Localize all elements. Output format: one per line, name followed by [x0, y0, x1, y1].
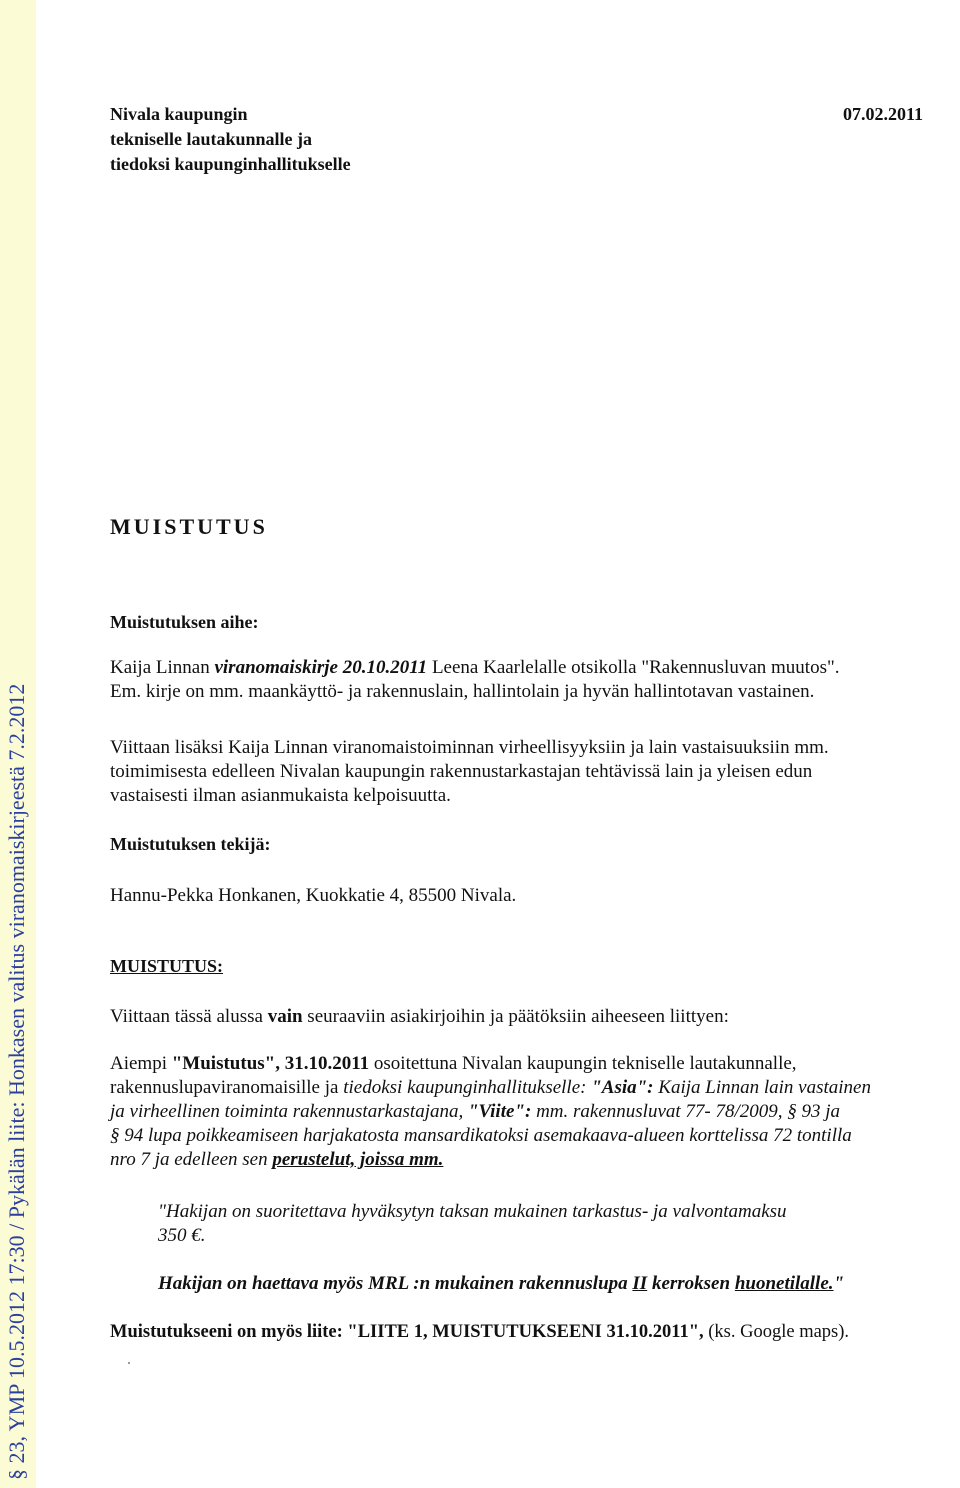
p3-c: mm. rakennusluvat 77- 78/2009, § 93 ja [531, 1101, 841, 1122]
quote-2-b: II [632, 1273, 648, 1294]
attachment-line [110, 1320, 849, 1344]
subject-line-1-pre: Kaija Linnan [110, 657, 215, 678]
attachment-post: (ks. Google maps). [703, 1322, 850, 1342]
reference-post: seuraaviin asiakirjoihin ja päätöksiin aiheeseen liittyen: [302, 1006, 729, 1027]
attachment-bold: Muistutukseeni on myös liite: "LIITE 1, MUISTUTUKSEENI 31.10.2011", [110, 1322, 704, 1342]
subject-para-line-3: vastaisesti ilman asianmukaista kelpoisuutta. [110, 785, 451, 806]
author-heading: Muistutuksen tekijä: [110, 834, 271, 854]
subject-line-1-em: viranomaiskirje 20.10.2011 [214, 657, 428, 678]
p1-a: Aiempi [110, 1053, 172, 1074]
p5-b: perustelut, joissa mm. [272, 1149, 444, 1170]
quote-2-d: huonetilalle. [734, 1273, 834, 1294]
subject-line-1-post: Leena Kaarlelalle otsikolla "Rakennusluvan muutos". [427, 657, 840, 678]
quote-2 [158, 1272, 844, 1296]
quote-2-a: Hakijan on haettava myös MRL :n mukainen rakennuslupa [158, 1273, 633, 1294]
subject-heading: Muistutuksen aihe: [110, 612, 259, 632]
quote-2-e: " [833, 1273, 845, 1294]
p1-c: osoitettuna Nivalan kaupungin tekniselle lautakunnalle, [369, 1053, 797, 1074]
recipient-line-1: Nivala kaupungin [110, 104, 248, 124]
subject-line-1 [110, 656, 839, 680]
paragraph-line-4: § 94 lupa poikkeamiseen harjakatosta mansardikatoksi asemakaava-alueen korttelissa 72 tontilla [110, 1125, 852, 1146]
document-title: MUISTUTUS [110, 514, 268, 539]
document-date: 07.02.2011 [843, 104, 924, 124]
recipient-line-3: tiedoksi kaupunginhallitukselle [110, 154, 351, 174]
p2-a: rakennuslupaviranomaisille ja [110, 1077, 344, 1098]
paragraph-line-2 [110, 1076, 871, 1100]
p1-b: "Muistutus", 31.10.2011 [171, 1053, 370, 1074]
paragraph-line-5 [110, 1148, 443, 1172]
reference-pre: Viittaan tässä alussa [110, 1006, 268, 1027]
paragraph-line-1 [110, 1052, 797, 1076]
p3-b: "Viite": [467, 1101, 532, 1122]
p5-a: nro 7 ja edelleen sen [110, 1149, 273, 1170]
recipient-line-2: tekniselle lautakunnalle ja [110, 129, 313, 149]
subject-para-line-2: toimimisesta edelleen Nivalan kaupungin rakennustarkastajan tehtävissä lain ja yleisen edun [110, 761, 813, 782]
quote-1-line-1: "Hakijan on suoritettava hyväksytyn taksan mukainen tarkastus- ja valvontamaksu [158, 1201, 787, 1222]
subject-para-line-1: Viittaan lisäksi Kaija Linnan viranomaistoiminnan virheellisyyksiin ja lain vastaisuuksiin mm. [110, 737, 829, 758]
margin-stamp: § 23, YMP 10.5.2012 17:30 / Pykälän liite: Honkasen valitus viranomaiskirjeestä 7.2.2012 [4, 683, 29, 1480]
subject-line-2: Em. kirje on mm. maankäyttö- ja rakennuslain, hallintolain ja hyvän hallintotavan vastainen. [110, 681, 815, 702]
paragraph-line-3 [110, 1100, 840, 1124]
muistutus-heading: MUISTUTUS: [110, 956, 224, 976]
p3-a: ja virheellinen toiminta rakennustarkastajana, [110, 1101, 468, 1122]
margin-strip [0, 0, 36, 1488]
quote-1-line-2: 350 €. [158, 1225, 206, 1246]
p2-b: tiedoksi kaupunginhallitukselle: [343, 1077, 592, 1098]
p2-d: Kaija Linnan lain vastainen [653, 1077, 871, 1098]
quote-2-c: kerroksen [647, 1273, 735, 1294]
author-text: Hannu-Pekka Honkanen, Kuokkatie 4, 85500 Nivala. [110, 885, 517, 906]
reference-line [110, 1005, 729, 1029]
reference-bold: vain [267, 1006, 303, 1027]
p2-c: "Asia": [591, 1077, 654, 1098]
scan-speck [128, 1362, 130, 1364]
